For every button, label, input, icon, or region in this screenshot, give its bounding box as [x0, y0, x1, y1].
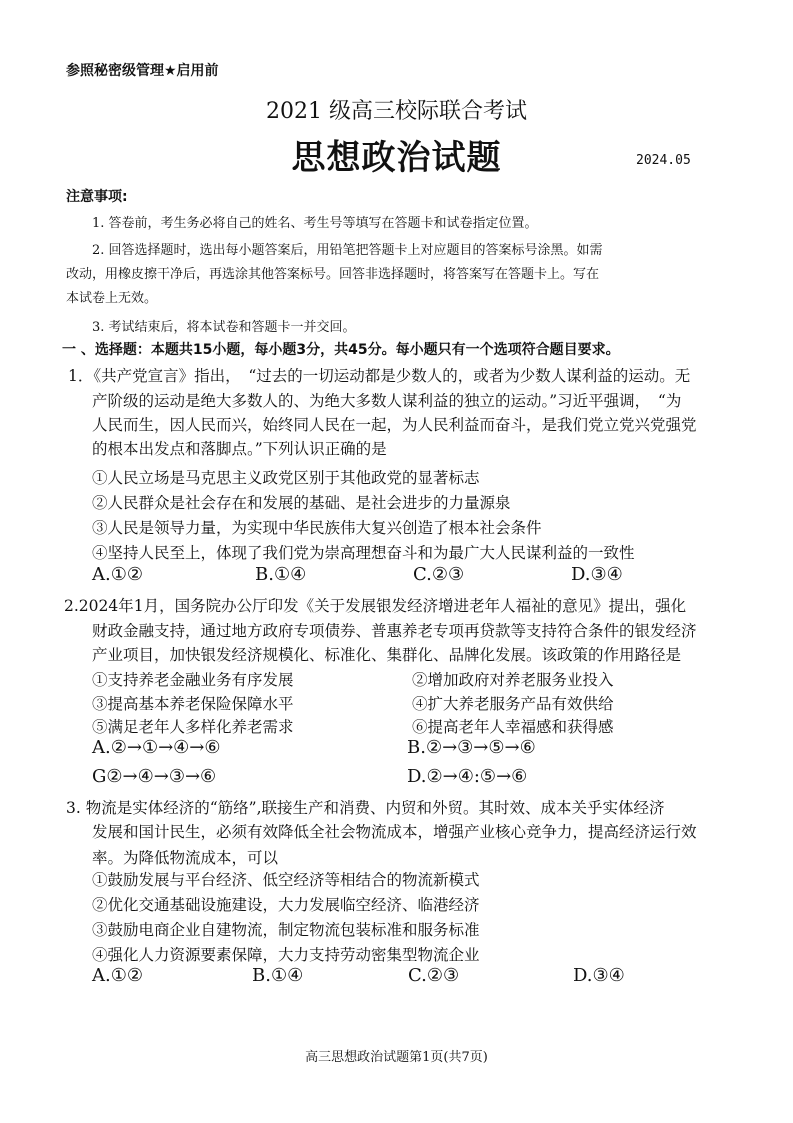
- statement-item: ④扩大养老服务产品有效供给: [412, 695, 614, 713]
- confidentiality-label: 参照秘密级管理★启用前: [66, 63, 219, 79]
- answer-choice-a: A.②→①→④→⑥: [92, 737, 221, 758]
- statement-item: ②优化交通基础设施建设，大力发展临空经济、临港经济: [92, 896, 480, 914]
- statement-item: ④坚持人民至上，体现了我们党为崇高理想奋斗和为最广大人民谋利益的一致性: [92, 544, 635, 562]
- answer-choice-c: C.②③: [413, 564, 465, 585]
- question-text-line: 发展和国计民生，必须有效降低全社会物流成本，增强产业核心竞争力，提高经济运行效: [92, 823, 697, 841]
- statement-item: ②人民群众是社会存在和发展的基础、是社会进步的力量源泉: [92, 494, 511, 512]
- statement-item: ①鼓励发展与平台经济、低空经济等相结合的物流新模式: [92, 871, 480, 889]
- statement-item: ①支持养老金融业务有序发展: [92, 671, 294, 689]
- question-text-line: 人民而生，因人民而兴，始终同人民在一起，为人民利益而奋斗，是我们党立党兴党强党: [92, 416, 697, 434]
- notice-line: 改动，用橡皮擦干净后，再选涂其他答案标号。回答非选择题时，将答案写在答题卡上。写在: [66, 267, 600, 282]
- exam-title: 2021 级高三校际联合考试: [266, 99, 527, 124]
- answer-choice-b: B.②→③→⑤→⑥: [407, 737, 536, 758]
- notice-line: 1. 答卷前，考生务必将自己的姓名、考生号等填写在答题卡和试卷指定位置。: [92, 216, 538, 231]
- notice-line: 本试卷上无效。: [66, 291, 158, 306]
- statement-item: ③鼓励电商企业自建物流，制定物流包装标准和服务标准: [92, 921, 480, 939]
- question-text-line: 率。为降低物流成本，可以: [92, 849, 279, 867]
- answer-choice-d: D.③④: [573, 965, 625, 986]
- statement-item: ①人民立场是马克思主义政党区别于其他政党的显著标志: [92, 469, 480, 487]
- answer-choice-d: D.②→④:⑤→⑥: [407, 766, 528, 787]
- statement-item: ③提高基本养老保险保障水平: [92, 695, 294, 713]
- notice-line: 2. 回答选择题时，选出每小题答案后，用铅笔把答题卡上对应题目的答案标号涂黑。如需: [92, 243, 603, 258]
- question-text-line: 财政金融支持，通过地方政府专项债券、普惠养老专项再贷款等支持符合条件的银发经济: [92, 622, 697, 640]
- answer-choice-a: A.①②: [92, 564, 143, 585]
- notice-heading: 注意事项:: [66, 189, 128, 205]
- question-text-line: 2.2024年1月，国务院办公厅印发《关于发展银发经济增进老年人福祉的意见》提出，强化: [64, 597, 687, 615]
- page-footer: 高三思想政治试题第1页(共7页): [305, 1050, 488, 1065]
- answer-choice-b: B.①④: [255, 564, 307, 585]
- answer-choice-c: C.②③: [408, 965, 460, 986]
- section-heading: 一 、选择题：本题共15小题，每小题3分，共45分。每小题只有一个选项符合题目要求。: [62, 342, 620, 358]
- exam-date: 2024.05: [636, 153, 691, 168]
- question-text-line: 3. 物流是实体经济的“筋络”,联接生产和消费、内贸和外贸。其时效、成本关乎实体经济: [66, 799, 665, 817]
- answer-choice-d: D.③④: [571, 564, 623, 585]
- answer-choice-b: B.①④: [252, 965, 304, 986]
- answer-choice-a: A.①②: [92, 965, 143, 986]
- statement-item: ③人民是领导力量，为实现中华民族伟大复兴创造了根本社会条件: [92, 519, 542, 537]
- statement-item: ⑤满足老年人多样化养老需求: [92, 718, 294, 736]
- question-text-line: 产业项目，加快银发经济规模化、标准化、集群化、品牌化发展。该政策的作用路径是: [92, 646, 682, 664]
- statement-item: ②增加政府对养老服务业投入: [412, 671, 614, 689]
- statement-item: ④强化人力资源要素保障，大力支持劳动密集型物流企业: [92, 946, 480, 964]
- notice-line: 3. 考试结束后，将本试卷和答题卡一并交回。: [92, 320, 356, 335]
- statement-item: ⑥提高老年人幸福感和获得感: [412, 718, 614, 736]
- subject-title: 思想政治试题: [291, 138, 502, 178]
- question-text-line: 1．《共产党宣言》指出， “过去的一切运动都是少数人的，或者为少数人谋利益的运动。无: [68, 367, 691, 385]
- question-text-line: 产阶级的运动是绝大多数人的、为绝大多数人谋利益的独立的运动。”习近平强调， “为: [92, 392, 682, 410]
- question-text-line: 的根本出发点和落脚点。”下列认识正确的是: [92, 440, 387, 458]
- answer-choice-c: G②→④→③→⑥: [92, 766, 217, 787]
